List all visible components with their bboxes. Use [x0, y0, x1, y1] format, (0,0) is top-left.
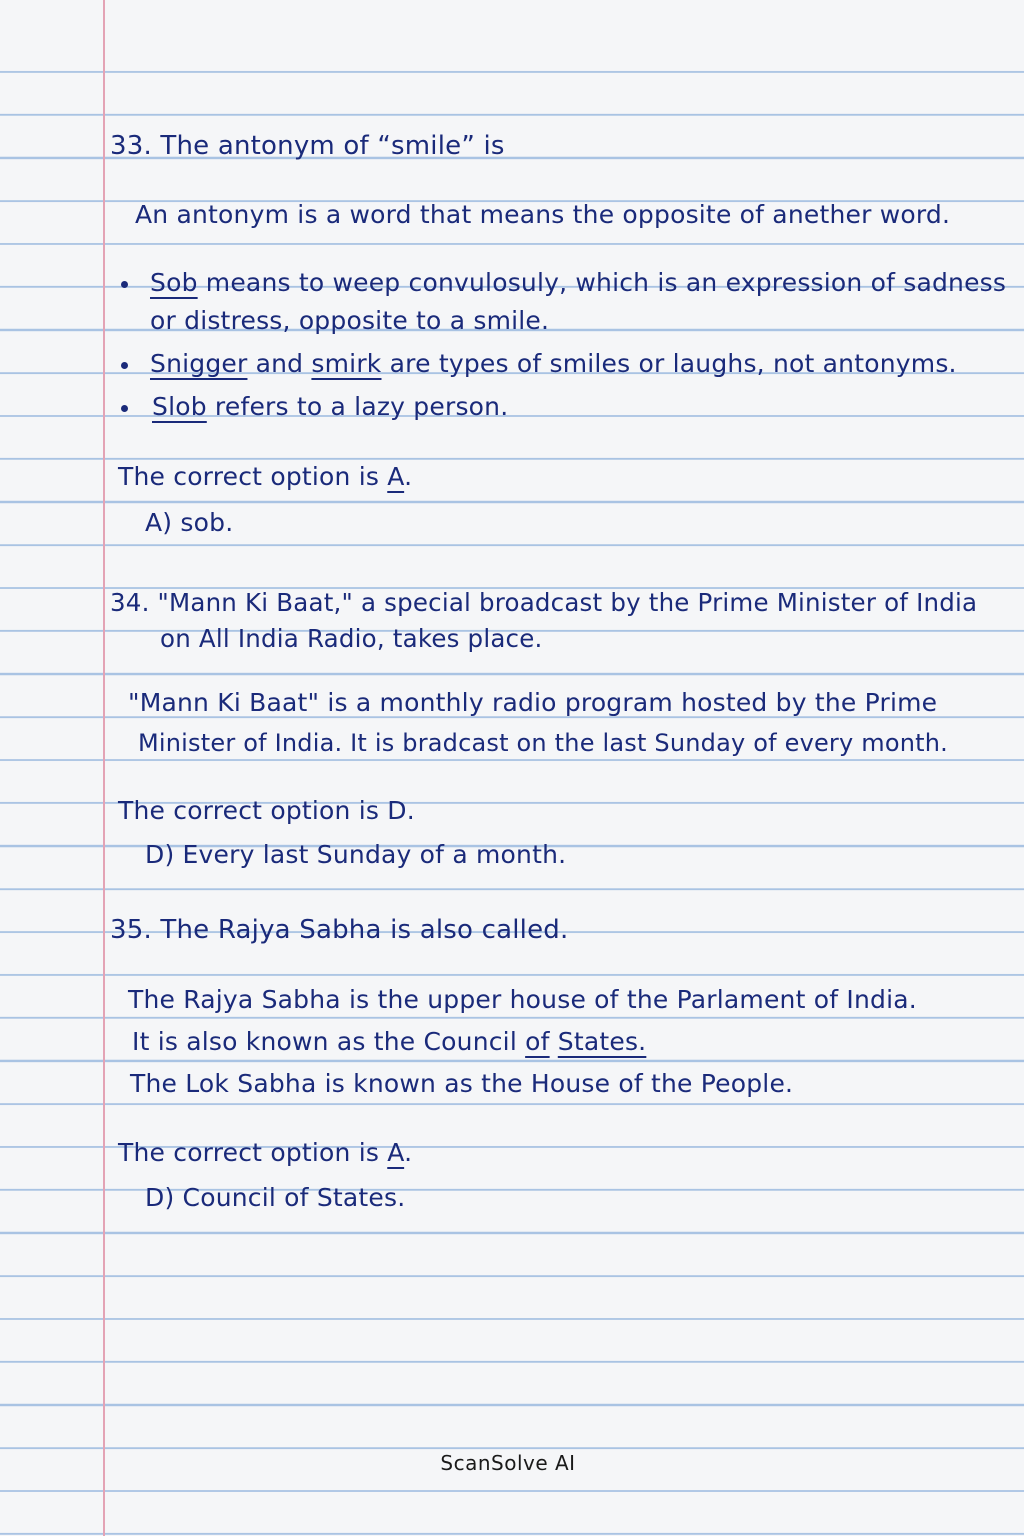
- q35-correct-option: [118, 1138, 412, 1168]
- q35-space: [550, 1027, 558, 1056]
- q33-bullet-slob: [152, 392, 508, 422]
- q34-explain-line1: "Mann Ki Baat" is a monthly radio program hosted by the Prime: [128, 688, 938, 717]
- q33-bullet-sob: [150, 268, 1006, 298]
- q34-explain-line2: Minister of India. It is bradcast on the last Sunday of every month.: [138, 729, 948, 757]
- q35-explain-line2-prefix: It is also known as the Council: [132, 1027, 526, 1056]
- q33-question: 33. The antonym of “smile” is: [110, 131, 505, 161]
- q33-answer: A) sob.: [145, 508, 234, 537]
- q34-answer: D) Every last Sunday of a month.: [145, 840, 567, 869]
- q33-and: and: [247, 349, 312, 378]
- q33-correct-prefix: The correct option is: [118, 462, 388, 491]
- q33-word-slob: Slob: [152, 392, 207, 421]
- q34-question-line2: on All India Radio, takes place.: [160, 624, 543, 653]
- watermark-brand: ScanSolve AI: [440, 1451, 576, 1475]
- q35-question: 35. The Rajya Sabha is also called.: [110, 915, 569, 945]
- q34-correct-option: The correct option is D.: [118, 796, 415, 825]
- q35-answer: D) Council of States.: [145, 1183, 406, 1212]
- q35-correct-letter: A: [387, 1138, 405, 1167]
- q33-word-sob: Sob: [150, 268, 198, 297]
- q35-explain-line3: The Lok Sabha is known as the House of the People.: [130, 1069, 794, 1098]
- bullet-dot: [121, 405, 128, 412]
- q33-bullet-sob-line2: or distress, opposite to a smile.: [150, 306, 550, 335]
- q34-question-line1: 34. "Mann Ki Baat," a special broadcast by the Prime Minister of India: [110, 588, 978, 617]
- notebook-margin-line: [103, 0, 105, 1536]
- q33-definition: An antonym is a word that means the opposite of anether word.: [135, 200, 951, 229]
- q33-word-snigger: Snigger: [150, 349, 248, 378]
- q33-bullet-sob-text: means to weep convulosuly, which is an expression of sadness: [197, 268, 1007, 297]
- q35-correct-prefix: The correct option is: [118, 1138, 388, 1167]
- bullet-dot: [121, 362, 128, 369]
- q33-correct-option: [118, 462, 412, 492]
- q35-word-states: States.: [557, 1027, 647, 1056]
- q35-word-of: of: [525, 1027, 550, 1056]
- q33-word-smirk: smirk: [311, 349, 382, 378]
- q33-correct-letter: A: [387, 462, 405, 491]
- q35-explain-line2: [132, 1027, 646, 1057]
- q35-correct-suffix: .: [404, 1138, 413, 1167]
- bullet-dot: [121, 281, 128, 288]
- q35-explain-line1: The Rajya Sabha is the upper house of the Parlament of India.: [128, 985, 917, 1014]
- q33-bullet-slob-text: refers to a lazy person.: [206, 392, 509, 421]
- q33-correct-suffix: .: [404, 462, 413, 491]
- q33-bullet-snigger-text: are types of smiles or laughs, not antonyms.: [381, 349, 957, 378]
- q33-bullet-snigger: [150, 349, 957, 379]
